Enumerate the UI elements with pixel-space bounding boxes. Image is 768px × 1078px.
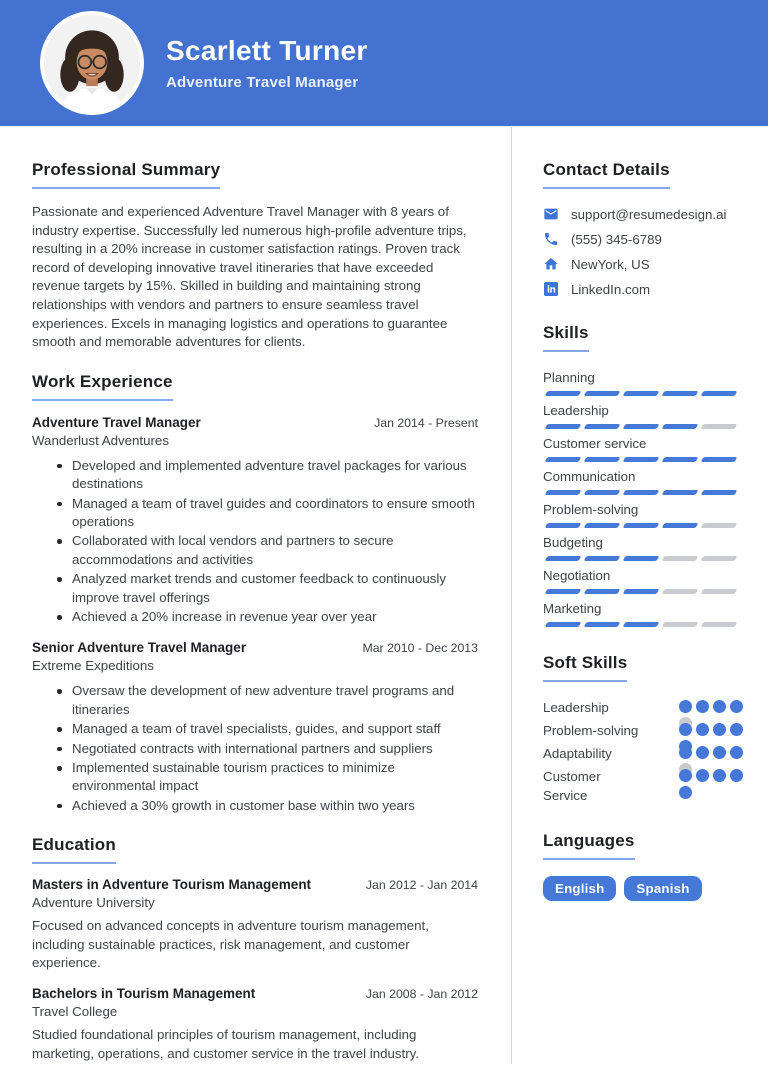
home-icon <box>543 256 559 272</box>
skill-level-segment <box>545 523 582 528</box>
linkedin-icon <box>543 281 559 297</box>
content <box>0 126 768 1078</box>
skill-level-segment <box>584 457 621 462</box>
skill-level-bar <box>543 622 743 627</box>
skill-level-segment <box>584 490 621 495</box>
skill-level-bar <box>543 424 743 429</box>
soft-skills-heading: Soft Skills <box>543 653 627 682</box>
skill-level-segment <box>701 424 738 429</box>
skill-name: Budgeting <box>543 535 603 550</box>
job-dates: Jan 2014 - Present <box>374 415 478 430</box>
soft-skill-dot <box>730 700 743 713</box>
contact-text: LinkedIn.com <box>571 281 651 297</box>
soft-skill-dot <box>713 746 726 759</box>
job-entry <box>32 640 478 815</box>
education-entry <box>32 877 478 973</box>
education-section <box>32 835 478 1063</box>
education-heading: Education <box>32 835 116 864</box>
summary-section <box>32 160 478 352</box>
soft-skill-dots <box>679 700 743 717</box>
job-bullet: Managed a team of travel guides and coordinators to ensure smooth operations <box>57 495 478 532</box>
person-job-title: Adventure Travel Manager <box>166 74 359 91</box>
skill-level-segment <box>662 589 699 594</box>
skill-level-segment <box>662 424 699 429</box>
job-bullet: Implemented sustainable tourism practices to minimize environmental impact <box>57 759 478 796</box>
skill-level-segment <box>545 457 582 462</box>
soft-skill-list <box>543 698 743 805</box>
skill-name: Marketing <box>543 601 602 616</box>
skill-level-segment <box>584 556 621 561</box>
contact-heading: Contact Details <box>543 160 670 189</box>
header-text <box>166 35 368 91</box>
skill-level-segment <box>623 556 660 561</box>
skill-level-bar <box>543 589 743 594</box>
degree-title: Masters in Adventure Tourism Management <box>32 877 312 893</box>
soft-skill-dot <box>679 786 692 799</box>
job-bullet: Oversaw the development of new adventure travel programs and itineraries <box>57 682 478 719</box>
skill-level-segment <box>701 457 738 462</box>
soft-skill-name: Adaptability <box>543 746 612 761</box>
soft-skill-dots <box>679 769 743 786</box>
skill-level-bar <box>543 457 743 462</box>
soft-skill-dot <box>730 746 743 759</box>
language-pill: English <box>543 876 616 901</box>
skill-name: Communication <box>543 469 636 484</box>
skill-level-segment <box>584 424 621 429</box>
skill-name: Customer service <box>543 436 647 451</box>
skill-level-segment <box>545 556 582 561</box>
soft-skill-dot <box>679 769 692 782</box>
soft-skill-dot <box>679 723 692 736</box>
job-bullet: Achieved a 30% growth in customer base within two years <box>57 797 478 815</box>
soft-skill-row <box>543 721 743 740</box>
skill-level-segment <box>545 490 582 495</box>
education-entry <box>32 986 478 1063</box>
soft-skill-dots <box>679 723 743 740</box>
skill-level-segment <box>545 424 582 429</box>
degree-title: Bachelors in Tourism Management <box>32 986 256 1002</box>
job-company: Extreme Expeditions <box>32 658 154 674</box>
languages-heading: Languages <box>543 831 635 860</box>
education-header <box>32 877 478 892</box>
skill-row <box>543 469 743 495</box>
header <box>0 0 768 126</box>
job-bullet: Negotiated contracts with international partners and suppliers <box>57 740 478 758</box>
soft-skill-dot <box>696 746 709 759</box>
soft-skill-dot <box>713 723 726 736</box>
soft-skills-section <box>543 653 743 805</box>
soft-skill-name: Customer Service <box>543 769 601 803</box>
skill-level-segment <box>623 391 660 396</box>
job-header <box>32 640 478 655</box>
skill-row <box>543 535 743 561</box>
job-title: Adventure Travel Manager <box>32 414 201 430</box>
school-name: Adventure University <box>32 895 155 911</box>
skill-level-segment <box>584 391 621 396</box>
soft-skill-dot <box>730 769 743 782</box>
email-icon <box>543 206 559 222</box>
contact-item <box>543 256 743 272</box>
job-header <box>32 415 478 430</box>
sidebar <box>512 126 768 1078</box>
skill-level-segment <box>623 424 660 429</box>
soft-skill-name: Problem-solving <box>543 723 639 738</box>
job-bullet: Achieved a 20% increase in revenue year over year <box>57 608 478 626</box>
soft-skill-dot <box>679 700 692 713</box>
soft-skill-dot <box>713 769 726 782</box>
skill-level-segment <box>662 556 699 561</box>
contact-section <box>543 160 743 297</box>
skill-level-segment <box>662 391 699 396</box>
soft-skill-row <box>543 767 743 805</box>
education-dates: Jan 2008 - Jan 2012 <box>365 987 478 1002</box>
skill-row <box>543 568 743 594</box>
languages-section <box>543 831 743 901</box>
soft-skill-dot <box>696 769 709 782</box>
skill-row <box>543 370 743 396</box>
work-experience-section <box>32 372 478 816</box>
job-bullet-list <box>32 682 478 815</box>
skill-name: Problem-solving <box>543 502 639 517</box>
skill-row <box>543 403 743 429</box>
skill-row <box>543 502 743 528</box>
job-bullet: Analyzed market trends and customer feedback to continuously improve travel offerings <box>57 570 478 607</box>
language-list <box>543 876 743 901</box>
education-description: Studied foundational principles of tourism management, including marketing, operations, and customer service in the travel industry. <box>32 1027 420 1061</box>
contact-item <box>543 231 743 247</box>
skill-level-segment <box>701 523 738 528</box>
job-bullet: Collaborated with local vendors and partners to secure accommodations and activities <box>57 532 478 569</box>
skill-level-segment <box>623 490 660 495</box>
contact-text: (555) 345-6789 <box>571 231 662 247</box>
job-entry <box>32 415 478 627</box>
skill-level-segment <box>662 622 699 627</box>
job-company: Wanderlust Adventures <box>32 432 169 448</box>
skill-level-segment <box>701 622 738 627</box>
skill-level-segment <box>623 457 660 462</box>
skill-level-segment <box>545 391 582 396</box>
skill-level-bar <box>543 490 743 495</box>
skill-level-segment <box>701 589 738 594</box>
skill-name: Negotiation <box>543 568 611 583</box>
skill-level-segment <box>662 490 699 495</box>
summary-heading: Professional Summary <box>32 160 220 189</box>
skill-level-segment <box>662 523 699 528</box>
soft-skill-dot <box>696 723 709 736</box>
portrait-illustration <box>44 15 140 111</box>
job-list <box>32 415 478 816</box>
education-dates: Jan 2012 - Jan 2014 <box>365 878 478 893</box>
soft-skill-row <box>543 698 743 717</box>
skill-level-segment <box>701 556 738 561</box>
job-bullet: Developed and implemented adventure travel packages for various destinations <box>57 457 478 494</box>
skill-level-segment <box>623 523 660 528</box>
skill-level-segment <box>623 622 660 627</box>
education-list <box>32 877 478 1063</box>
job-title: Senior Adventure Travel Manager <box>32 640 247 656</box>
contact-list <box>543 206 743 297</box>
main-column <box>0 126 511 1078</box>
school-name: Travel College <box>32 1004 118 1020</box>
summary-text: Passionate and experienced Adventure Travel Manager with 8 years of industry expertise. Successfully led numerous high-profile adventure trips, resulting in a 20% increase in customer satisfaction ratings. Proven track record of developing innovative travel itineraries that have exceeded revenue targets by 15%. Skilled in building and maintaining strong relationships with vendors and partners to ensure seamless travel experiences. Excels in managing logistics and operations to guarantee smooth and memorable adventures for clients. <box>32 204 467 350</box>
skill-name: Leadership <box>543 403 609 418</box>
skills-heading: Skills <box>543 323 589 352</box>
contact-item <box>543 281 743 297</box>
skill-level-segment <box>584 589 621 594</box>
skill-level-segment <box>584 622 621 627</box>
skill-level-segment <box>623 589 660 594</box>
skill-level-bar <box>543 523 743 528</box>
person-name: Scarlett Turner <box>166 35 368 66</box>
soft-skill-row <box>543 744 743 763</box>
skill-level-segment <box>701 490 738 495</box>
skill-level-segment <box>662 457 699 462</box>
contact-item <box>543 206 743 222</box>
job-dates: Mar 2010 - Dec 2013 <box>362 641 478 656</box>
skill-level-segment <box>701 391 738 396</box>
job-bullet: Managed a team of travel specialists, guides, and support staff <box>57 720 478 738</box>
contact-text: NewYork, US <box>571 256 650 272</box>
profile-photo <box>40 11 144 115</box>
phone-icon <box>543 231 559 247</box>
soft-skill-name: Leadership <box>543 700 609 715</box>
education-header <box>32 986 478 1001</box>
skill-list <box>543 370 743 627</box>
contact-text: support@resumedesign.ai <box>571 206 727 222</box>
soft-skill-dot <box>679 746 692 759</box>
skill-level-segment <box>584 523 621 528</box>
skill-level-bar <box>543 556 743 561</box>
job-bullet-list <box>32 457 478 627</box>
skill-row <box>543 436 743 462</box>
soft-skill-dot <box>696 700 709 713</box>
skills-section <box>543 323 743 627</box>
education-description: Focused on advanced concepts in adventure tourism management, including sustainable practices, risk management, and customer experience. <box>32 918 429 971</box>
soft-skill-dots <box>679 746 743 763</box>
skill-level-segment <box>545 589 582 594</box>
language-pill: Spanish <box>624 876 701 901</box>
skill-row <box>543 601 743 627</box>
skill-level-bar <box>543 391 743 396</box>
work-experience-heading: Work Experience <box>32 372 173 401</box>
skill-level-segment <box>545 622 582 627</box>
soft-skill-dot <box>713 700 726 713</box>
skill-name: Planning <box>543 370 595 385</box>
soft-skill-dot <box>730 723 743 736</box>
